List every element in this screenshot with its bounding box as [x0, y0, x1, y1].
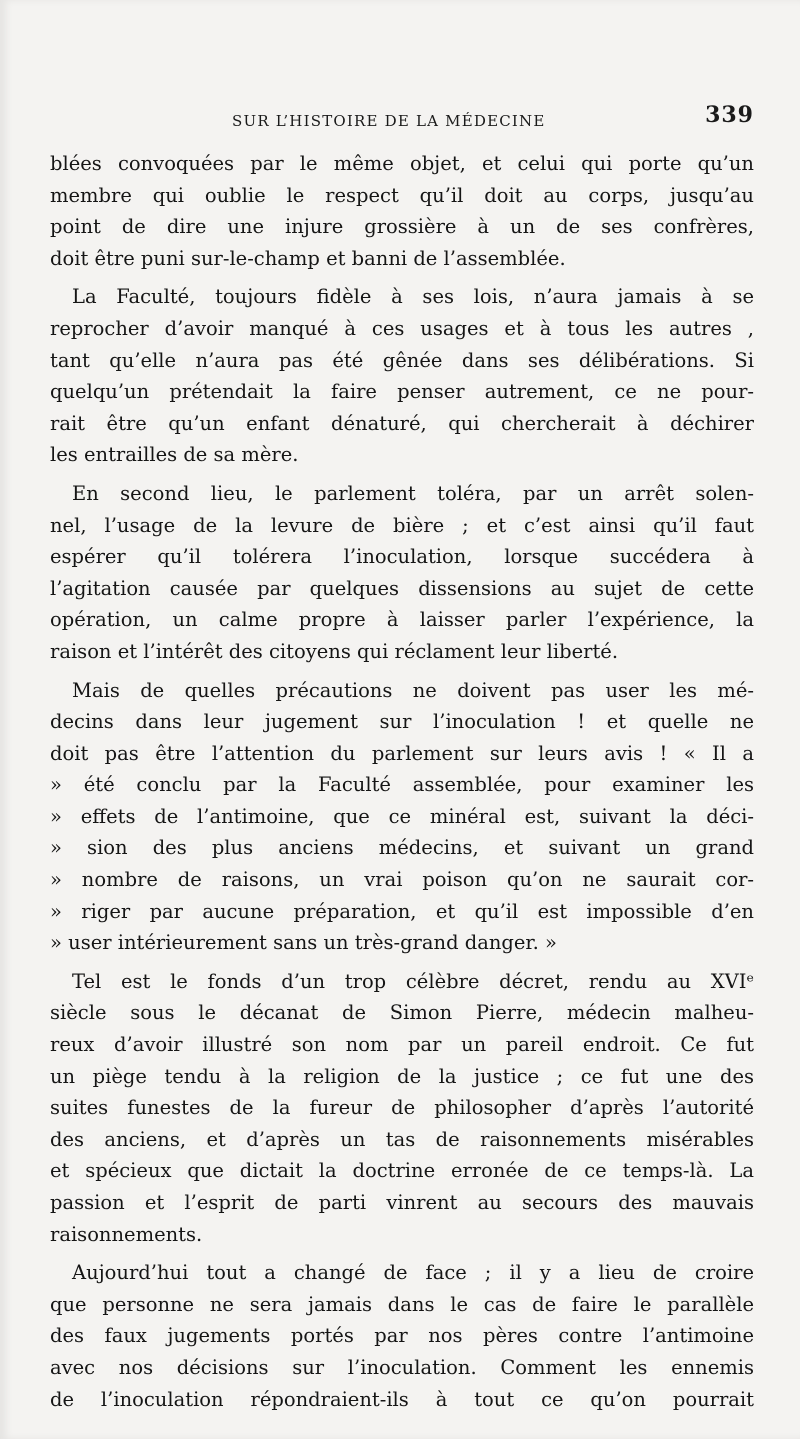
text-line: l’agitation causée par quelques dissensions au sujet de cette: [50, 576, 754, 600]
paragraph: [50, 281, 754, 471]
paragraph: [50, 148, 754, 274]
text-line: avec nos décisions sur l’inoculation. Comment les ennemis: [50, 1355, 754, 1379]
text-line: » nombre de raisons, un vrai poison qu’on ne saurait cor-: [50, 868, 754, 892]
text-line: » effets de l’antimoine, que ce minéral est, suivant la déci-: [50, 804, 754, 828]
text-line: reux d’avoir illustré son nom par un pareil endroit. Ce fut: [50, 1033, 754, 1057]
text-line: un piège tendu à la religion de la justice ; ce fut une des: [50, 1064, 754, 1088]
text-line: tant qu’elle n’aura pas été gênée dans ses délibérations. Si: [50, 348, 754, 372]
text-line: que personne ne sera jamais dans le cas de faire le parallèle: [50, 1292, 754, 1316]
text-line: point de dire une injure grossière à un de ses confrères,: [50, 215, 754, 239]
text-line: passion et l’esprit de parti vinrent au secours des mauvais: [50, 1191, 754, 1214]
text-line: raisonnements.: [50, 1222, 203, 1246]
text-line: rait être qu’un enfant dénaturé, qui chercherait à déchirer: [50, 411, 754, 435]
text-line: doit être puni sur-le-champ et banni de l’assemblée.: [50, 246, 566, 270]
text-line: de l’inoculation répondraient-ils à tout ce qu’on pourrait: [50, 1387, 754, 1411]
running-head: SUR L’HISTOIRE DE LA MÉDECINE: [232, 112, 546, 130]
text-line: raison et l’intérêt des citoyens qui réclament leur liberté.: [50, 639, 619, 663]
text-line: quelqu’un prétendait la faire penser autrement, ce ne pour-: [50, 380, 754, 404]
text-line: doit pas être l’attention du parlement sur leurs avis ! « Il a: [50, 741, 754, 765]
page-header: [40, 102, 760, 142]
text-line: » été conclu par la Faculté assemblée, pour examiner les: [50, 773, 754, 797]
text-line: nel, l’usage de la levure de bière ; et c’est ainsi qu’il faut: [50, 513, 754, 537]
page-number: 339: [705, 102, 754, 128]
text-line: et spécieux que dictait la doctrine erronée de ce temps-là. La: [50, 1159, 754, 1183]
text-line: opération, un calme propre à laisser parler l’expérience, la: [50, 608, 754, 632]
text-line: » user intérieurement sans un très-grand danger. »: [50, 931, 557, 955]
text-line: siècle sous le décanat de Simon Pierre, médecin malheu-: [50, 1001, 754, 1025]
paragraph: [50, 1257, 754, 1415]
paragraph: [50, 675, 754, 959]
text-line: des anciens, et d’après un tas de raisonnements misérables: [50, 1127, 754, 1151]
text-line: suites funestes de la fureur de philosopher d’après l’autorité: [50, 1096, 754, 1120]
text-line: les entrailles de sa mère.: [50, 443, 299, 467]
body-text: [50, 148, 754, 1422]
text-line: En second lieu, le parlement toléra, par un arrêt solen-: [72, 481, 754, 505]
text-line: espérer qu’il tolérera l’inoculation, lorsque succédera à: [50, 545, 754, 569]
text-line: decins dans leur jugement sur l’inoculation ! et quelle ne: [50, 710, 754, 734]
paragraph: [50, 966, 754, 1250]
paragraph: [50, 478, 754, 668]
text-line: La Faculté, toujours fidèle à ses lois, n’aura jamais à se: [72, 285, 754, 309]
text-line: blées convoquées par le même objet, et celui qui porte qu’un: [50, 152, 754, 175]
text-line: Tel est le fonds d’un trop célèbre décret, rendu au XVIᵉ: [72, 969, 754, 993]
text-line: » riger par aucune préparation, et qu’il est impossible d’en: [50, 899, 754, 923]
text-line: Aujourd’hui tout a changé de face ; il y a lieu de croire: [72, 1261, 754, 1285]
text-line: » sion des plus anciens médecins, et suivant un grand: [50, 836, 754, 860]
text-line: des faux jugements portés par nos pères contre l’antimoine: [50, 1324, 754, 1348]
text-line: Mais de quelles précautions ne doivent pas user les mé-: [72, 678, 754, 702]
text-line: reprocher d’avoir manqué à ces usages et à tous les autres ,: [50, 316, 754, 340]
text-line: membre qui oublie le respect qu’il doit au corps, jusqu’au: [50, 183, 754, 207]
